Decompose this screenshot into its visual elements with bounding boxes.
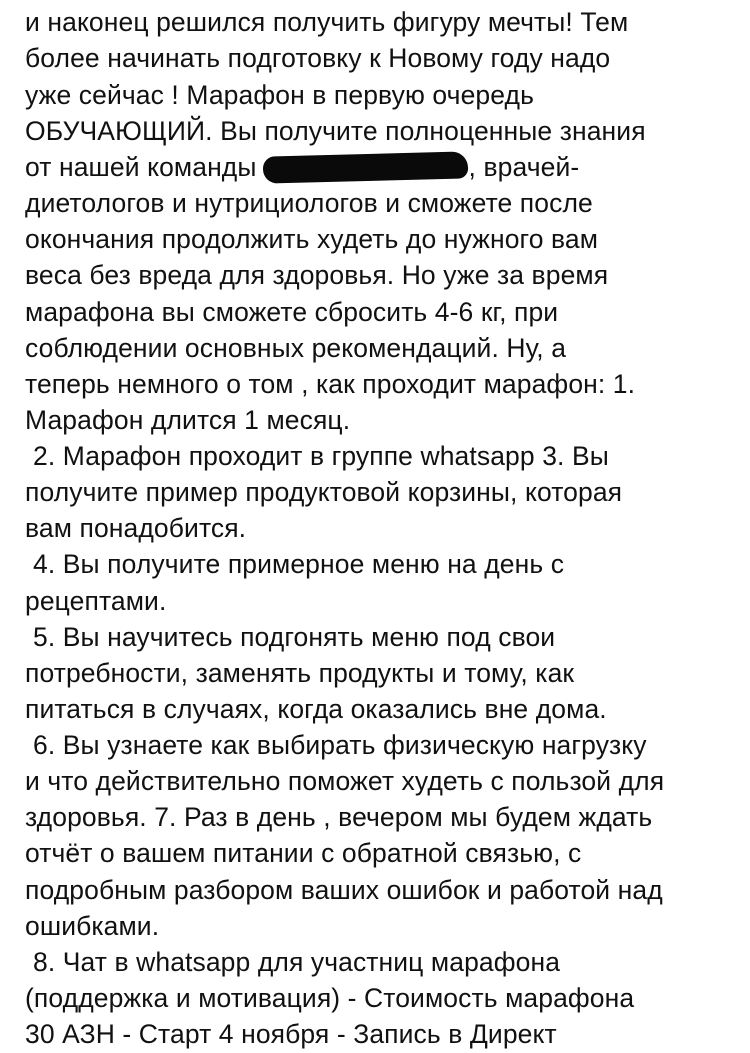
text-line: и наконец решился получить фигуру мечты! Тем bbox=[25, 7, 629, 37]
text-line: рецептами. bbox=[25, 586, 167, 616]
text-line: 6. Вы узнаете как выбирать физическую нагрузку bbox=[33, 730, 647, 760]
text-fragment: , врачей- bbox=[468, 152, 580, 182]
text-line: получите пример продуктовой корзины, которая bbox=[25, 477, 623, 507]
text-line: потребности, заменять продукты и тому, как bbox=[25, 658, 575, 688]
text-line: 8. Чат в whatsapp для участниц марафона bbox=[33, 947, 561, 977]
text-line: подробным разбором ваших ошибок и работой над bbox=[25, 875, 663, 905]
text-line: уже сейчас ! Марафон в первую очередь bbox=[25, 80, 534, 110]
text-line: ошибками. bbox=[25, 911, 160, 941]
text-line-with-redaction bbox=[25, 149, 579, 185]
text-line: окончания продолжить худеть до нужного вам bbox=[25, 224, 599, 254]
text-line: 5. Вы научитесь подгонять меню под свои bbox=[33, 622, 556, 652]
text-line: и что действительно поможет худеть с пользой для bbox=[25, 766, 665, 796]
text-line: 30 АЗН - Старт 4 ноября - Запись в Директ bbox=[25, 1019, 557, 1049]
text-line: соблюдении основных рекомендаций. Ну, а bbox=[25, 333, 567, 363]
text-line: (поддержка и мотивация) - Стоимость марафона bbox=[25, 983, 635, 1013]
text-line: ОБУЧАЮЩИЙ. Вы получите полноценные знания bbox=[25, 116, 646, 146]
text-line: здоровья. 7. Раз в день , вечером мы будем ждать bbox=[25, 802, 653, 832]
text-line: более начинать подготовку к Новому году надо bbox=[25, 43, 611, 73]
text-line: отчёт о вашем питании с обратной связью, с bbox=[25, 838, 582, 868]
text-line: Марафон длится 1 месяц. bbox=[25, 405, 351, 435]
text-line: вам понадобится. bbox=[25, 513, 247, 543]
text-line: теперь немного о том , как проходит марафон: 1. bbox=[25, 369, 636, 399]
text-line: питаться в случаях, когда оказались вне дома. bbox=[25, 694, 607, 724]
text-line: марафона вы сможете сбросить 4-6 кг, при bbox=[25, 297, 559, 327]
text-line: диетологов и нутрициологов и сможете после bbox=[25, 188, 593, 218]
text-line: 2. Марафон проходит в группе whatsapp 3. Вы bbox=[33, 441, 609, 471]
text-line: 4. Вы получите примерное меню на день с bbox=[33, 549, 565, 579]
redacted-name-mark bbox=[262, 151, 468, 183]
text-fragment: от нашей команды bbox=[25, 152, 257, 182]
text-line: веса без вреда для здоровья. Но уже за время bbox=[25, 260, 609, 290]
